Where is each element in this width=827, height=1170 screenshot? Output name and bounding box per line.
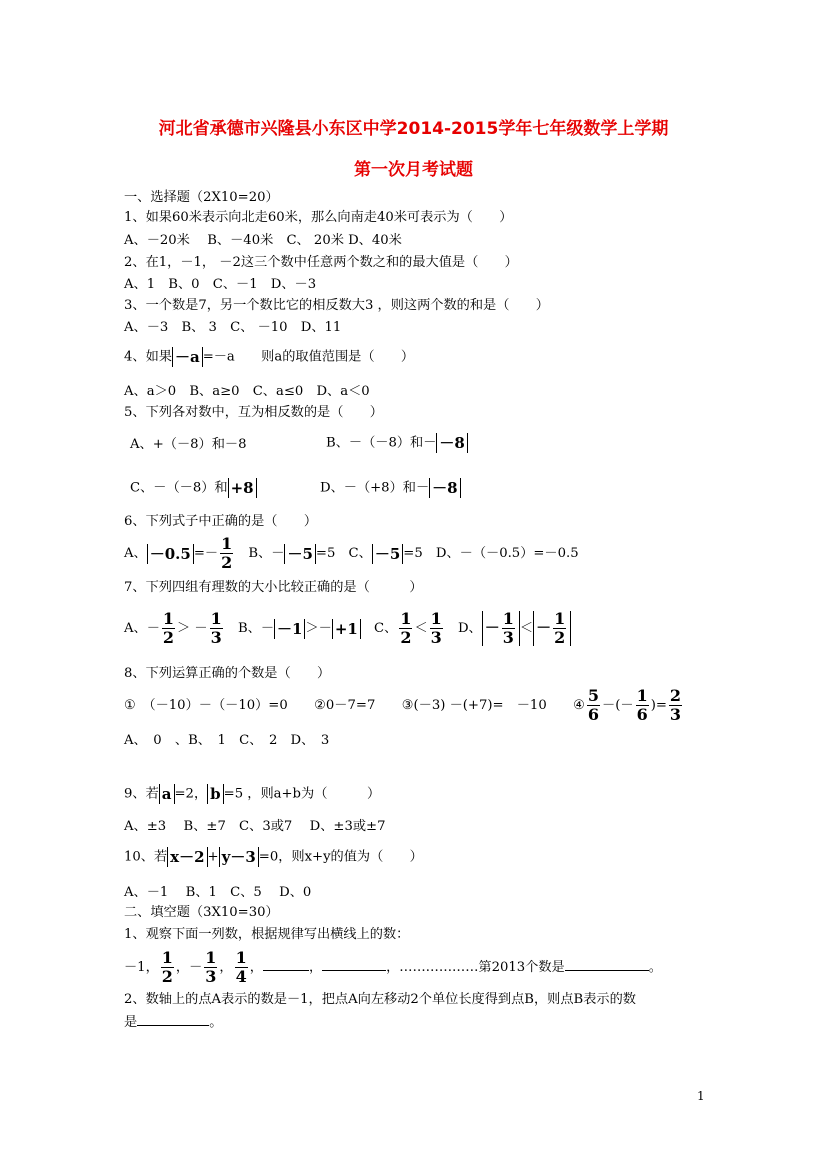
answer-blank-1[interactable] [263,958,309,971]
q9-stem [124,784,380,804]
q5-option-c-abs: +8 [228,478,257,498]
q6-b-rest: =5 C、 [315,546,372,561]
q10-abs-2: y－3 [219,847,259,867]
seq-sep: ， [308,960,323,975]
q6-a-numerator: 1 [221,534,233,553]
denominator: 2 [161,967,173,986]
q6-b-abs: －5 [284,544,315,564]
numerator: 1 [554,609,566,628]
q7-c-label: C、 [360,621,398,636]
seq-first: －1， [124,960,159,975]
q6-a-fraction [220,536,233,571]
answer-blank-3[interactable] [565,958,649,971]
q1-options: A、－20米 B、－40米 C、 20米 D、40米 [124,233,402,248]
numerator: 1 [210,609,222,628]
seq-sep: ， [249,960,263,975]
denominator: 3 [669,705,682,724]
seq-sep: ，－ [175,960,203,975]
answer-blank-4[interactable] [137,1013,209,1026]
q3-options: A、－3 B、 3 C、 －10 D、11 [124,320,342,335]
q7-c-frac-1 [399,611,412,646]
q7-d-frac-1 [502,611,515,646]
q5-option-a: A、+（－8）和－8 [130,437,247,452]
q8-items-text: ① （－10）－（－10）=0 ②0－7=7 ③(－3) －(+7)= －10 ④ [124,698,585,713]
q7-b-abs-1: －1 [274,619,305,639]
denominator: 3 [210,628,222,647]
numerator: 1 [205,948,217,967]
seq-frac-2 [204,950,217,985]
q5-option-d-abs: －8 [429,478,460,498]
q6-a-eq: =－ [193,546,219,561]
q7-c-frac-2 [430,611,443,646]
q10-stem [124,847,423,867]
q7-d-abs-1 [482,611,520,646]
fill-1-sequence [124,950,662,985]
q1-stem: 1、如果60米表示向北走60米，那么向南走40米可表示为（ ） [124,210,513,225]
q7-d-frac-2 [553,611,566,646]
numerator: 1 [400,609,412,628]
q7-stem: 7、下列四组有理数的大小比较正确的是（ ） [124,580,423,595]
period: 。 [648,960,662,975]
q4-rest: =－a 则a的取值范围是（ ） [202,349,415,365]
q6-stem: 6、下列式子中正确的是（ ） [124,514,318,529]
q8-stem: 8、下列运算正确的个数是（ ） [124,666,331,681]
q7-a-frac-1 [162,611,175,646]
q5-option-b [326,433,468,453]
denominator: 3 [430,628,442,647]
sign: － [484,618,500,637]
numerator: 1 [636,686,648,705]
q10-options: A、－1 B、1 C、5 D、0 [124,885,312,900]
q7-c-compare: ＜ [414,621,428,636]
page-number: 1 [697,1089,705,1103]
denominator: 6 [636,705,648,724]
numerator: 1 [161,948,173,967]
q9-prefix: 9、若 [124,786,159,802]
q5-option-d-text: D、－（+8）和－ [320,480,430,496]
q9-options: A、±3 B、±7 C、3或7 D、±3或±7 [124,819,386,834]
numerator: 2 [669,686,682,705]
q4-abs-value: －a [172,347,203,367]
fill-2-line-1: 2、数轴上的点A表示的数是－1，把点A向左移动2个单位长度得到点B，则点B表示的数 [124,992,636,1007]
q8-minus: －(－ [602,698,634,713]
q6-a-label: A、 [124,546,147,561]
q6-b-label: B、－ [235,546,285,561]
denominator: 2 [162,628,175,647]
numerator: 1 [430,609,442,628]
fill-1-stem: 1、观察下面一列数，根据规律写出横线上的数： [124,927,410,942]
q9-rest: =5 ，则a+b为（ ） [223,786,381,802]
q7-b-label: B、－ [224,621,275,636]
denominator: 2 [400,628,412,647]
q8-equals: )= [650,698,667,713]
q6-a-denominator: 2 [221,553,233,572]
q10-plus: + [207,849,219,865]
seq-2013-text: ，………………第2013个数是 [386,960,565,975]
q3-stem: 3、一个数是7，另一个数比它的相反数大3 ，则这两个数的和是（ ） [124,298,549,313]
period: 。 [209,1015,223,1030]
q6-a-abs: －0.5 [147,544,194,564]
q5-option-c-text: C、－（－8）和 [130,480,228,496]
sign: － [536,618,552,637]
q9-mid: =2， [174,786,208,802]
denominator: 4 [235,967,247,986]
q10-rest: =0，则x+y的值为（ ） [258,849,423,865]
seq-sep: ， [219,960,233,975]
q6-c-rest: =5 D、－（－0.5）=－0.5 [403,546,579,561]
q7-a-frac-2 [210,611,223,646]
q9-abs-b: b [207,784,224,804]
q2-options: A、1 B、0 C、－1 D、－3 [124,277,317,292]
q7-a-compare: ＞ － [177,621,208,636]
q5-option-d [320,478,461,498]
q8-frac-2 [636,688,649,723]
q5-option-b-text: B、－（－8）和－ [326,435,437,451]
q8-frac-3 [669,688,682,723]
q7-d-abs-2 [533,611,571,646]
title-line-2: 第一次月考试题 [354,160,473,180]
q6-options [124,536,579,571]
q6-c-abs: －5 [372,544,403,564]
denominator: 6 [587,705,600,724]
answer-blank-2[interactable] [322,958,386,971]
title-line-1: 河北省承德市兴隆县小东区中学2014-2015学年七年级数学上学期 [158,119,669,139]
q7-options [124,611,571,646]
section-2-heading: 二、填空题（3X10=30） [124,905,279,920]
denominator: 3 [205,967,217,986]
q2-stem: 2、在1，－1， －2这三个数中任意两个数之和的最大值是（ ） [124,255,518,270]
q7-a-label: A、－ [124,621,160,636]
fill-2-line-2 [124,1013,222,1032]
numerator: 1 [502,609,514,628]
q8-frac-1 [587,688,600,723]
q5-option-c [130,478,257,498]
q8-items [124,688,684,723]
q7-d-compare: ＜ [519,621,534,636]
fill-2-prefix: 是 [124,1015,138,1030]
q5-stem: 5、下列各对数中，互为相反数的是（ ） [124,405,383,420]
numerator: 5 [587,686,600,705]
q10-abs-1: x－2 [167,847,207,867]
denominator: 2 [554,628,566,647]
q4-prefix: 4、如果 [124,349,172,365]
q7-d-label: D、 [444,621,482,636]
seq-frac-3 [235,950,248,985]
q4-stem [124,347,414,367]
q5-option-b-abs: －8 [436,433,467,453]
q8-options: A、 0 、B、 1 C、 2 D、 3 [124,733,330,748]
section-1-heading: 一、选择题（2X10=20） [124,190,279,205]
numerator: 1 [235,948,247,967]
q10-prefix: 10、若 [124,849,168,865]
denominator: 3 [502,628,514,647]
q9-abs-a: a [159,784,175,804]
q7-b-compare: ＞－ [305,621,332,636]
q4-options: A、a＞0 B、a≥0 C、a≤0 D、a＜0 [124,384,370,399]
q7-b-abs-2: +1 [332,619,361,639]
numerator: 1 [162,609,175,628]
seq-frac-1 [161,950,174,985]
